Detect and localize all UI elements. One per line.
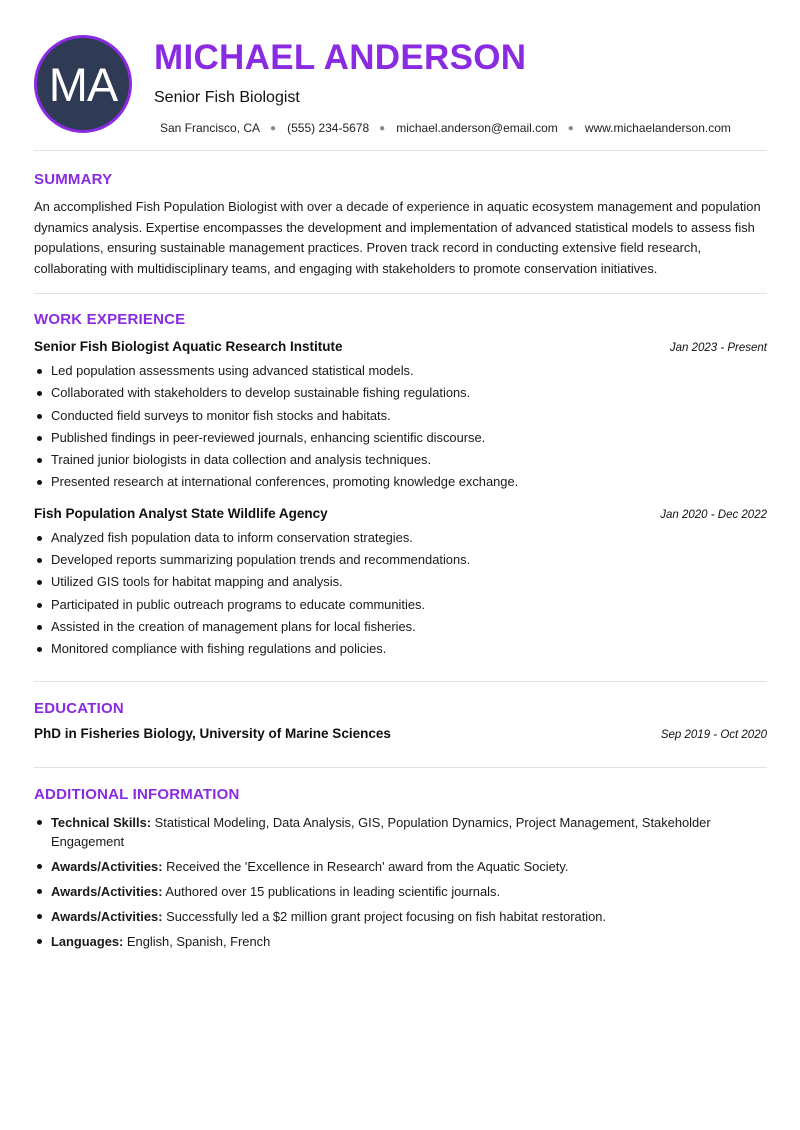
education-date: Sep 2019 - Oct 2020 [660, 728, 767, 741]
job-header [34, 339, 767, 354]
job-date: Jan 2023 - Present [669, 342, 767, 354]
job-role: Senior Fish Biologist [154, 89, 300, 106]
item-text: Successfully led a $2 million grant project focusing on fish habitat restoration. [162, 908, 607, 924]
separator-dot-icon: ● [379, 122, 386, 134]
contact-email[interactable]: michael.anderson@email.com [396, 121, 558, 135]
job-title: Senior Fish Biologist Aquatic Research Institute [34, 339, 343, 354]
candidate-name: MICHAEL ANDERSON [154, 38, 527, 77]
list-item: Participated in public outreach programs to educate communities. [34, 594, 767, 616]
item-label: Languages: [51, 933, 124, 949]
item-label: Technical Skills: [51, 814, 152, 830]
list-item: Conducted field surveys to monitor fish stocks and habitats. [34, 405, 767, 427]
additional-information-section [34, 768, 767, 951]
resume-header [34, 0, 767, 151]
section-title: ADDITIONAL INFORMATION [34, 785, 240, 803]
item-text: English, Spanish, French [123, 933, 271, 949]
job-bullets [34, 527, 767, 661]
list-item [34, 907, 767, 926]
degree: PhD in Fisheries Biology, University of Marine Sciences [34, 725, 391, 741]
item-label: Awards/Activities: [51, 858, 163, 874]
list-item: Trained junior biologists in data collection and analysis techniques. [34, 449, 767, 471]
list-item [34, 882, 767, 901]
item-label: Awards/Activities: [51, 908, 163, 924]
list-item [34, 813, 767, 851]
section-title: EDUCATION [34, 699, 124, 717]
item-text: Statistical Modeling, Data Analysis, GIS, Population Dynamics, Project Management, Stakeholder Engagement [51, 814, 711, 849]
job-header [34, 506, 767, 521]
job-date: Jan 2020 - Dec 2022 [660, 508, 767, 521]
list-item: Assisted in the creation of management plans for local fisheries. [34, 616, 767, 638]
list-item: Presented research at international conferences, promoting knowledge exchange. [34, 471, 767, 493]
item-text: Authored over 15 publications in leading scientific journals. [162, 883, 501, 899]
list-item: Analyzed fish population data to inform conservation strategies. [34, 527, 767, 549]
list-item [34, 932, 767, 951]
item-label: Awards/Activities: [51, 883, 163, 899]
list-item: Developed reports summarizing population trends and recommendations. [34, 549, 767, 571]
list-item: Led population assessments using advanced statistical models. [34, 360, 767, 382]
contact-phone: (555) 234-5678 [287, 121, 370, 135]
separator-dot-icon: ● [270, 122, 277, 134]
avatar [34, 35, 132, 133]
list-item: Monitored compliance with fishing regulations and policies. [34, 638, 767, 660]
education-section [34, 682, 767, 768]
job-title: Fish Population Analyst State Wildlife Agency [34, 505, 328, 521]
list-item: Utilized GIS tools for habitat mapping and analysis. [34, 571, 767, 593]
list-item: Published findings in peer-reviewed journals, enhancing scientific discourse. [34, 427, 767, 449]
list-item [34, 857, 767, 876]
additional-list [34, 813, 767, 951]
section-title: SUMMARY [34, 171, 113, 188]
avatar-initials: MA [48, 57, 118, 111]
job-bullets [34, 360, 767, 494]
section-title: WORK EXPERIENCE [34, 311, 186, 328]
item-text: Received the 'Excellence in Research' award from the Aquatic Society. [162, 858, 569, 874]
work-experience-section [34, 294, 767, 682]
list-item: Collaborated with stakeholders to develop sustainable fishing regulations. [34, 382, 767, 404]
summary-section [34, 151, 767, 294]
contact-location: San Francisco, CA [160, 121, 261, 135]
contact-info [160, 121, 731, 135]
summary-text: An accomplished Fish Population Biologist with over a decade of experience in aquatic ecosystem management and population dynamics analysis. Expertise encompasses the development and implementation of advanced statistical models to assess fish populations, ensuring sustainable management practices. Proven track record in conducting extensive field research, collaborating with multidisciplinary teams, and engaging with stakeholders to promote conservation initiatives. [34, 199, 761, 276]
education-row [34, 726, 767, 741]
contact-website[interactable]: www.michaelanderson.com [584, 121, 731, 135]
separator-dot-icon: ● [567, 122, 574, 134]
